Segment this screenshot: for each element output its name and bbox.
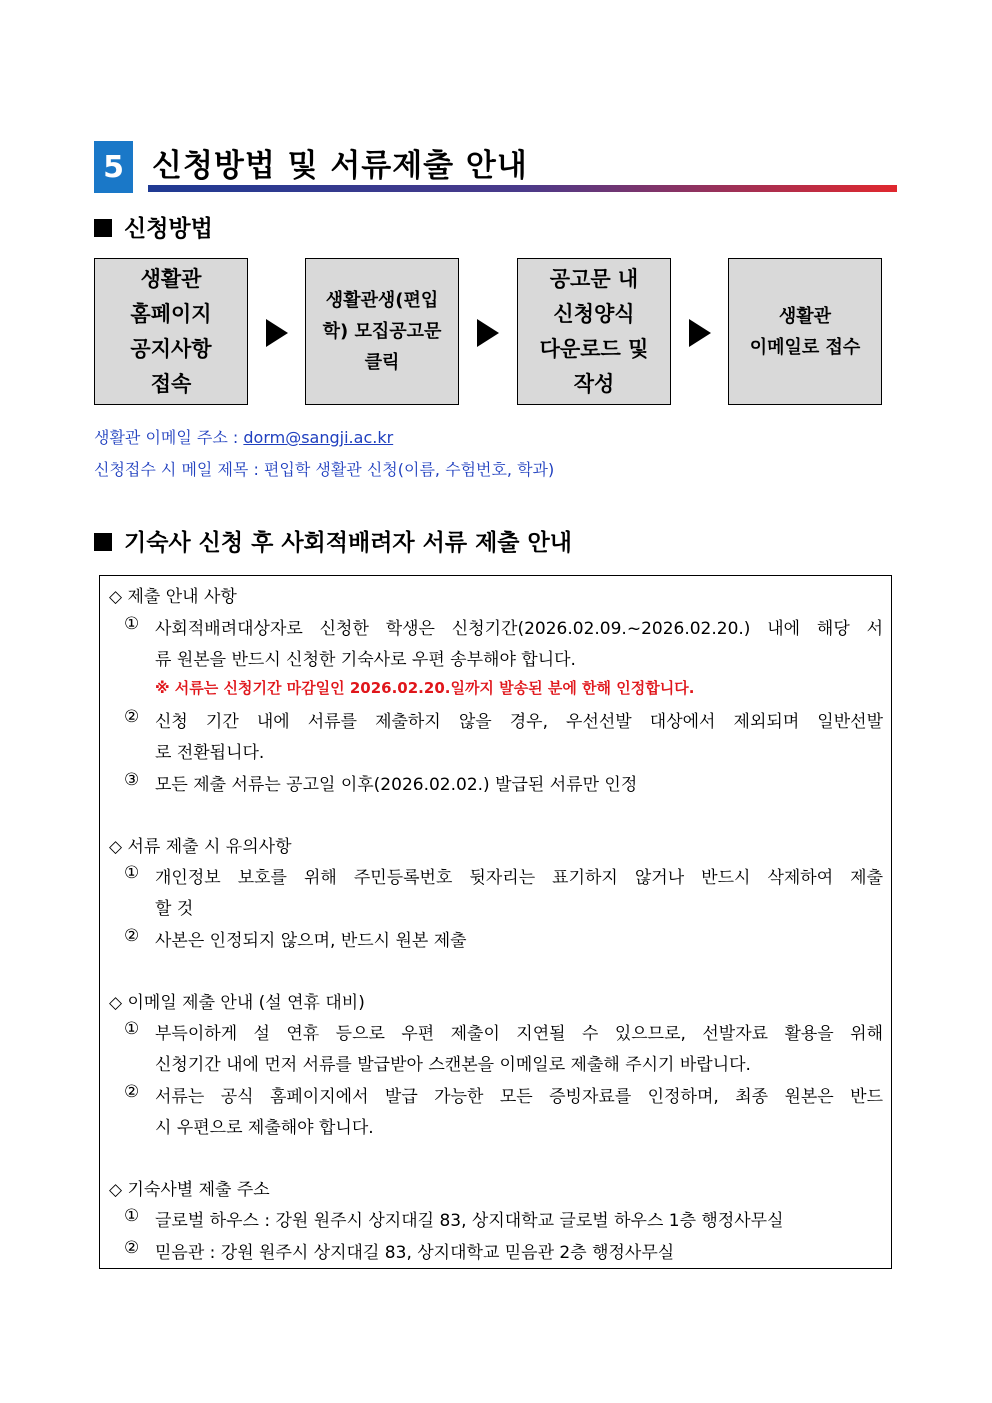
section-underline <box>148 185 897 192</box>
group-title: ◇ 기숙사별 제출 주소 <box>109 1180 270 1200</box>
docs-heading-text: 기숙사 신청 후 사회적배려자 서류 제출 안내 <box>124 530 572 556</box>
docs-heading <box>94 524 572 557</box>
item-mark: ① <box>124 863 140 883</box>
item-text: 개인정보 보호를 위해 주민등록번호 뒷자리는 표기하지 않거나 반드시 삭제하여 제출 <box>155 868 883 888</box>
right-arrow-icon <box>689 319 711 347</box>
item-text: 사회적배려대상자로 신청한 학생은 신청기간(2026.02.09.~2026.02.20.) 내에 해당 서 <box>155 619 883 639</box>
section-number-badge: 5 <box>94 141 133 193</box>
email-link[interactable]: dorm@sangji.ac.kr <box>243 428 394 447</box>
item-text: 시 우편으로 제출해야 합니다. <box>155 1118 374 1138</box>
group-title: ◇ 제출 안내 사항 <box>109 587 237 607</box>
apply-heading <box>94 210 213 243</box>
item-mark: ③ <box>124 770 140 790</box>
flow-step-1-text: 생활관 홈페이지 공지사항 접속 <box>130 266 212 396</box>
flow-step-3 <box>517 258 671 405</box>
square-bullet-icon <box>94 533 112 551</box>
item-text: 신청기간 내에 먼저 서류를 발급받아 스캔본을 이메일로 제출해 주시기 바랍니다. <box>155 1055 751 1075</box>
right-arrow-icon <box>266 319 288 347</box>
item-text: 류 원본을 반드시 신청한 기숙사로 우편 송부해야 합니다. <box>155 650 576 670</box>
email-subject-line: 신청접수 시 메일 제목 : 편입학 생활관 신청(이름, 수험번호, 학과) <box>94 460 555 479</box>
flow-step-3-text: 공고문 내 신청양식 다운로드 및 작성 <box>539 266 649 396</box>
notice-box <box>99 575 892 1269</box>
flow-step-4 <box>728 258 882 405</box>
flow-step-2 <box>305 258 459 405</box>
item-text: 믿음관 : 강원 원주시 상지대길 83, 상지대학교 믿음관 2층 행정사무실 <box>155 1243 675 1263</box>
email-address-line <box>94 425 393 448</box>
flow-step-2-text: 생활관생(편입 학) 모집공고문 클릭 <box>322 290 442 373</box>
item-text: 서류는 공식 홈페이지에서 발급 가능한 모든 증빙자료를 인정하며, 최종 원본은 반드 <box>155 1087 883 1107</box>
group-title: ◇ 이메일 제출 안내 (설 연휴 대비) <box>109 993 365 1013</box>
item-mark: ② <box>124 1082 140 1102</box>
group-title: ◇ 서류 제출 시 유의사항 <box>109 837 292 857</box>
item-mark: ② <box>124 707 140 727</box>
item-mark: ② <box>124 1238 140 1258</box>
flow-step-4-text: 생활관 이메일로 접수 <box>749 305 861 358</box>
item-text: 글로벌 하우스 : 강원 원주시 상지대길 83, 상지대학교 글로벌 하우스 1층 행정사무실 <box>155 1211 784 1231</box>
item-text: 로 전환됩니다. <box>155 743 265 763</box>
item-text: 할 것 <box>155 899 194 919</box>
apply-heading-text: 신청방법 <box>124 216 213 242</box>
item-text: 모든 제출 서류는 공고일 이후(2026.02.02.) 발급된 서류만 인정 <box>155 775 638 795</box>
email-label: 생활관 이메일 주소 : <box>94 428 244 447</box>
item-mark: ① <box>124 1206 140 1226</box>
deadline-note: ※ 서류는 신청기간 마감일인 2026.02.20.일까지 발송된 분에 한해 인정합니다. <box>155 679 695 697</box>
item-mark: ① <box>124 614 140 634</box>
item-text: 부득이하게 설 연휴 등으로 우편 제출이 지연될 수 있으므로, 선발자료 활용을 위해 <box>155 1024 883 1044</box>
item-text: 신청 기간 내에 서류를 제출하지 않을 경우, 우선선발 대상에서 제외되며 일반선발 <box>155 712 883 732</box>
item-text: 사본은 인정되지 않으며, 반드시 원본 제출 <box>155 931 467 951</box>
item-mark: ① <box>124 1019 140 1039</box>
flow-step-1 <box>94 258 248 405</box>
right-arrow-icon <box>477 319 499 347</box>
section-title: 신청방법 및 서류제출 안내 <box>152 148 528 184</box>
item-mark: ② <box>124 926 140 946</box>
square-bullet-icon <box>94 219 112 237</box>
